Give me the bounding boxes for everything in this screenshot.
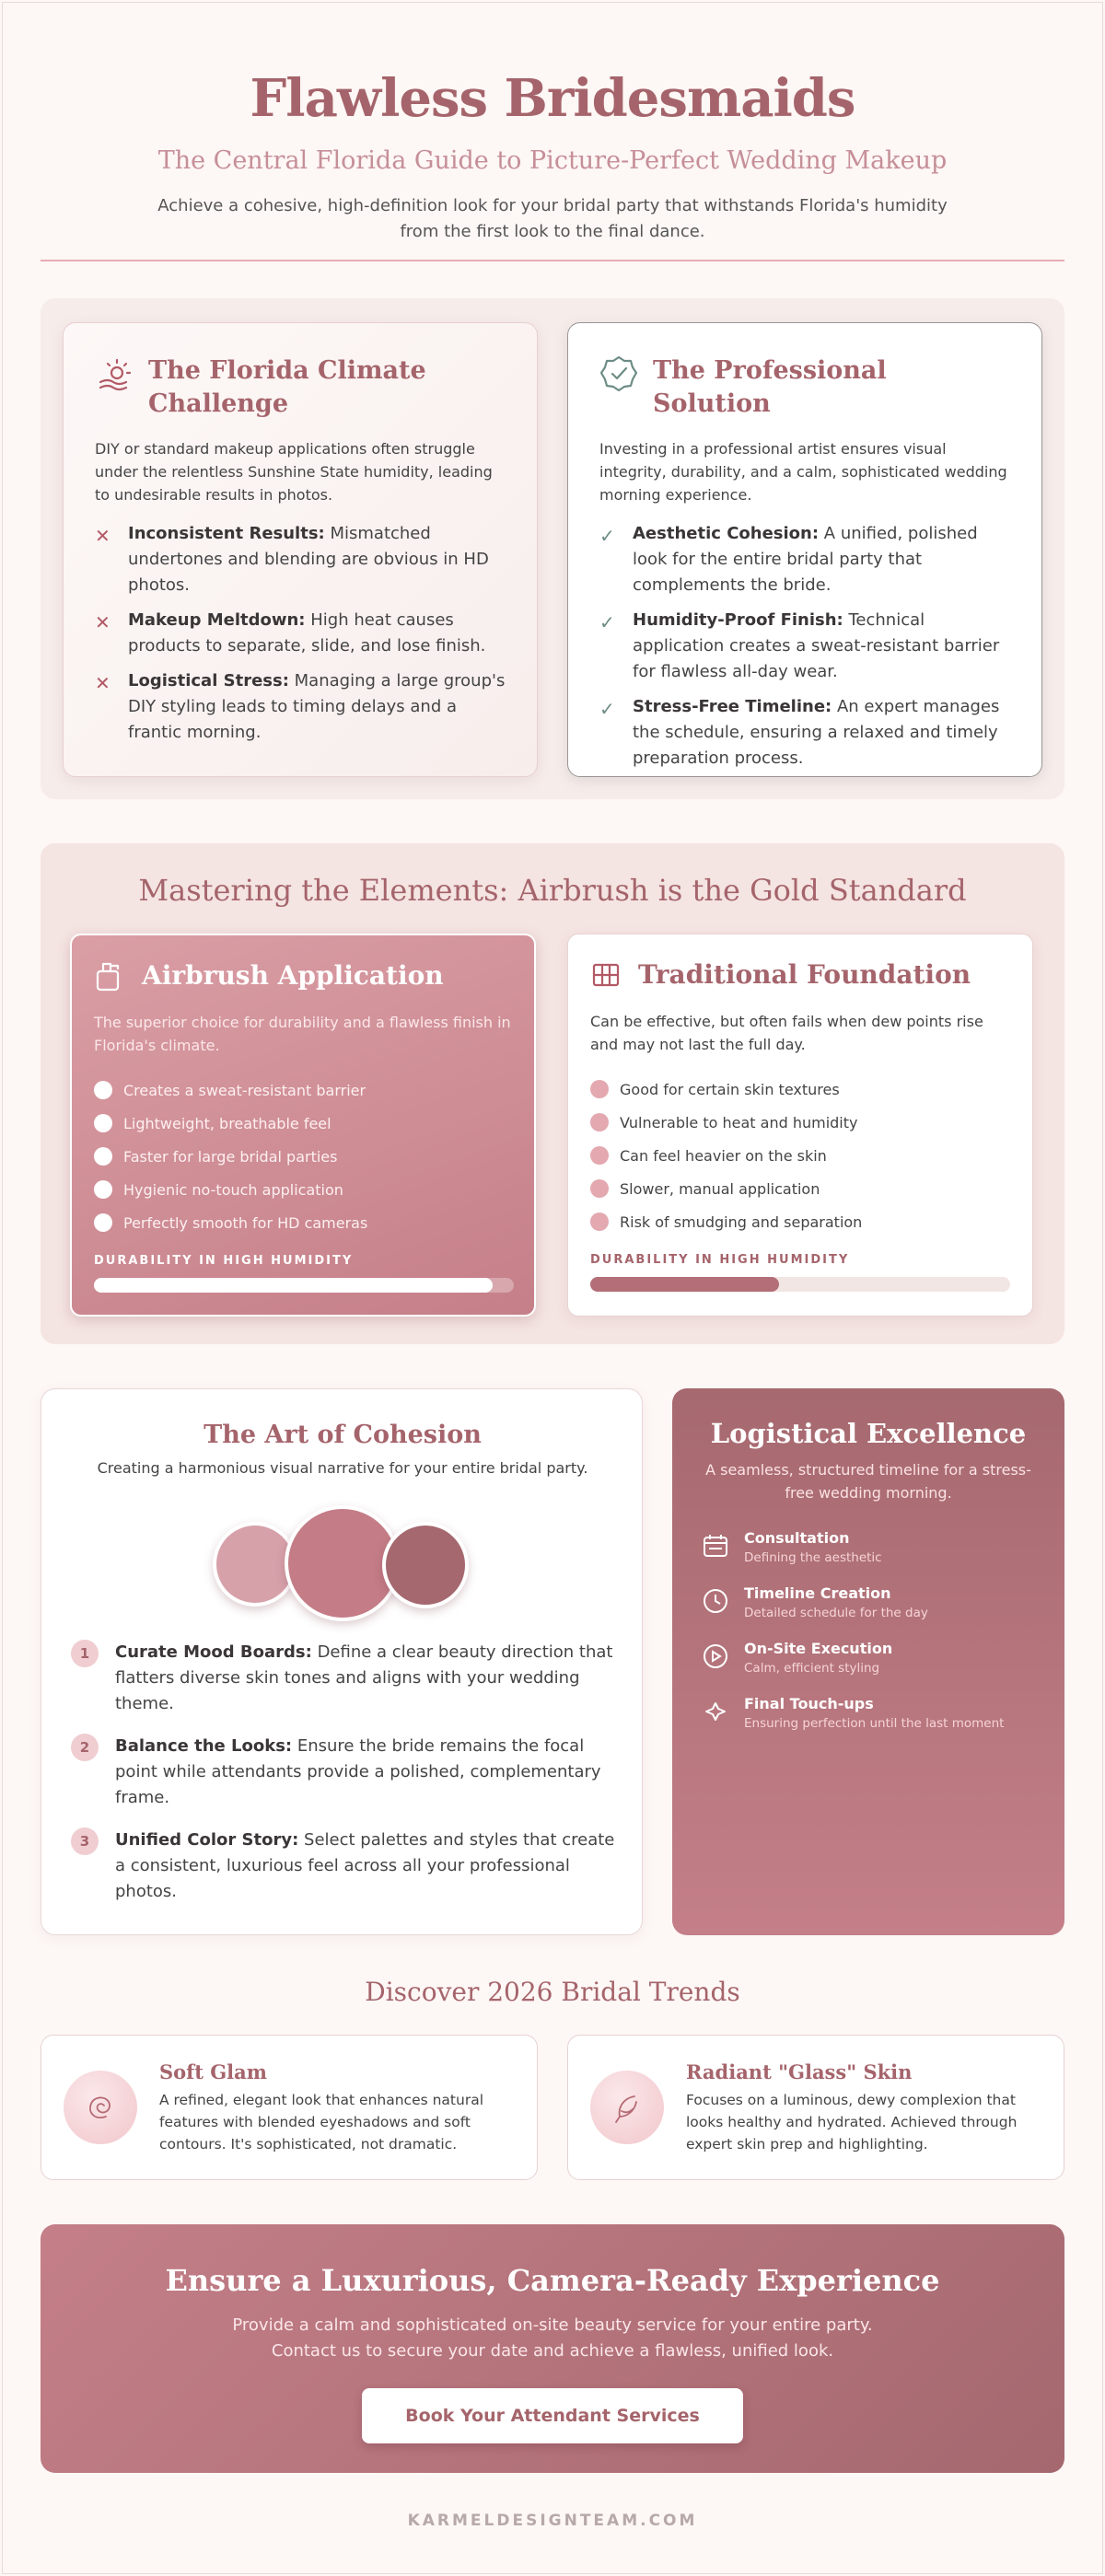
list-item: Lightweight, breathable feel (94, 1107, 512, 1140)
logistics-subtitle: A seamless, structured timeline for a stress-free wedding morning. (705, 1461, 1031, 1502)
bullet-dot (590, 1213, 609, 1231)
badge-check-icon (599, 354, 638, 393)
bullet-dot (94, 1180, 112, 1199)
bullet-dot (94, 1114, 112, 1132)
challenge-item: ✕ Logistical Stress: Managing a large group's DIY styling leads to timing delays and a frantic morning. (95, 668, 506, 746)
cohesion-step: 3 Unified Color Story: Select palettes and styles that create a consistent, luxurious feel across all your professional photos. (71, 1828, 623, 1905)
trends-title: Discover 2026 Bridal Trends (365, 1977, 740, 2007)
challenge-solution-section (41, 298, 1064, 799)
airbrush-card (70, 934, 536, 1317)
trend-title: Radiant "Glass" Skin (686, 2060, 913, 2083)
check-icon: ✓ (599, 611, 615, 633)
timeline-item: Consultation Defining the aesthetic (702, 1528, 1042, 1584)
x-icon: ✕ (95, 672, 110, 694)
step-number: 1 (71, 1640, 99, 1667)
calendar-icon (702, 1532, 729, 1560)
solution-item: ✓ Aesthetic Cohesion: A unified, polished look for the entire bridal party that complements the bride. (599, 521, 1010, 598)
cta-title: Ensure a Luxurious, Camera-Ready Experience (165, 2263, 940, 2298)
airbrush-title: Airbrush Application (142, 960, 444, 991)
trend-title: Soft Glam (159, 2060, 267, 2083)
page-title: Flawless Bridesmaids (250, 68, 855, 129)
cohesion-title: The Art of Cohesion (204, 1421, 482, 1449)
logistics-card (672, 1388, 1064, 1935)
elements-section (41, 843, 1064, 1344)
challenge-intro: DIY or standard makeup applications often struggle under the relentless Sunshine State humidity, leading to undesirable results in photos. (95, 440, 493, 504)
bullet-dot (94, 1081, 112, 1099)
grid-icon (590, 959, 622, 991)
durability-label: DURABILITY IN HIGH HUMIDITY (590, 1253, 850, 1267)
list-item: Risk of smudging and separation (590, 1205, 1010, 1238)
challenge-item: ✕ Makeup Meltdown: High heat causes products to separate, slide, and lose finish. (95, 608, 506, 659)
sun-heat-icon (95, 354, 134, 393)
x-icon: ✕ (95, 611, 110, 633)
trend-desc: Focuses on a luminous, dewy complexion that looks healthy and hydrated. Achieved through expert skin prep and highlighting. (686, 2092, 1018, 2152)
spray-bottle-icon (94, 960, 125, 992)
cohesion-step: 2 Balance the Looks: Ensure the bride remains the focal point while attendants provide a polished, complementary frame. (71, 1734, 623, 1811)
header-divider (41, 260, 1064, 261)
cohesion-step: 1 Curate Mood Boards: Define a clear beauty direction that flatters diverse skin tones and aligns with your wedding theme. (71, 1640, 623, 1717)
swirl-icon (64, 2071, 137, 2144)
cohesion-subtitle: Creating a harmonious visual narrative for your entire bridal party. (97, 1459, 588, 1477)
solution-title: The Professional Solution (653, 356, 887, 418)
bullet-dot (590, 1113, 609, 1131)
list-item: Good for certain skin textures (590, 1073, 1010, 1106)
trend-card (567, 2035, 1064, 2180)
x-icon: ✕ (95, 525, 110, 547)
list-item: Hygienic no-touch application (94, 1173, 512, 1206)
timeline-item: Timeline Creation Detailed schedule for the day (702, 1584, 1042, 1639)
cta-text: Provide a calm and sophisticated on-site beauty service for your entire party. Contact us to secure your date and achieve a flawless, unified look. (232, 2315, 873, 2361)
cta-banner (41, 2224, 1064, 2473)
challenge-card (63, 322, 538, 777)
trend-desc: A refined, elegant look that enhances natural features with blended eyeshadows and soft contours. It's sophisticated, not dramatic. (159, 2092, 484, 2152)
footer-website[interactable]: KARMELDESIGNTEAM.COM (407, 2512, 698, 2530)
list-item: Can feel heavier on the skin (590, 1139, 1010, 1172)
page-subtitle: The Central Florida Guide to Picture-Perfect Wedding Makeup (157, 146, 948, 175)
traditional-card (567, 934, 1033, 1317)
bullet-dot (590, 1179, 609, 1198)
step-number: 3 (71, 1828, 99, 1855)
durability-label: DURABILITY IN HIGH HUMIDITY (94, 1254, 354, 1268)
step-number: 2 (71, 1734, 99, 1761)
bullet-dot (590, 1080, 609, 1098)
check-icon: ✓ (599, 525, 615, 547)
solution-item: ✓ Humidity-Proof Finish: Technical application creates a sweat-resistant barrier for flawless all-day wear. (599, 608, 1010, 685)
durability-bar (590, 1277, 1010, 1292)
cohesion-card (41, 1388, 643, 1935)
timeline-item: Final Touch-ups Ensuring perfection until the last moment (702, 1694, 1042, 1749)
solution-intro: Investing in a professional artist ensures visual integrity, durability, and a calm, sophisticated wedding morning experience. (599, 440, 1007, 504)
feather-icon (590, 2071, 664, 2144)
header (41, 66, 1064, 245)
swatch-circle (382, 1522, 469, 1608)
challenge-title: The Florida Climate Challenge (148, 356, 426, 418)
list-item: Vulnerable to heat and humidity (590, 1106, 1010, 1139)
logistics-title: Logistical Excellence (710, 1418, 1027, 1449)
book-services-button[interactable]: Book Your Attendant Services (362, 2388, 743, 2443)
check-icon: ✓ (599, 698, 615, 720)
list-item: Creates a sweat-resistant barrier (94, 1073, 512, 1107)
list-item: Faster for large bridal parties (94, 1140, 512, 1173)
bullet-dot (94, 1147, 112, 1166)
solution-item: ✓ Stress-Free Timeline: An expert manages the schedule, ensuring a relaxed and timely preparation process. (599, 694, 1010, 772)
traditional-title: Traditional Foundation (638, 959, 971, 990)
solution-card (567, 322, 1042, 777)
play-circle-icon (702, 1642, 729, 1670)
sparkle-icon (702, 1698, 729, 1725)
elements-title: Mastering the Elements: Airbrush is the Gold Standard (138, 873, 967, 908)
bullet-dot (94, 1213, 112, 1232)
page-description: Achieve a cohesive, high-definition look for your bridal party that withstands Florida's humidity from the first look to the final dance. (157, 196, 948, 241)
bullet-dot (590, 1146, 609, 1165)
color-swatches (41, 1505, 644, 1625)
durability-fill (590, 1277, 779, 1292)
challenge-item: ✕ Inconsistent Results: Mismatched undertones and blending are obvious in HD photos. (95, 521, 506, 598)
durability-bar (94, 1278, 514, 1293)
durability-fill (94, 1278, 493, 1293)
list-item: Slower, manual application (590, 1172, 1010, 1205)
traditional-subtitle: Can be effective, but often fails when dew points rise and may not last the full day. (590, 1013, 983, 1053)
trend-card (41, 2035, 538, 2180)
airbrush-subtitle: The superior choice for durability and a flawless finish in Florida's climate. (94, 1014, 511, 1054)
list-item: Perfectly smooth for HD cameras (94, 1206, 512, 1239)
timeline-item: On-Site Execution Calm, efficient styling (702, 1639, 1042, 1694)
clock-icon (702, 1587, 729, 1615)
